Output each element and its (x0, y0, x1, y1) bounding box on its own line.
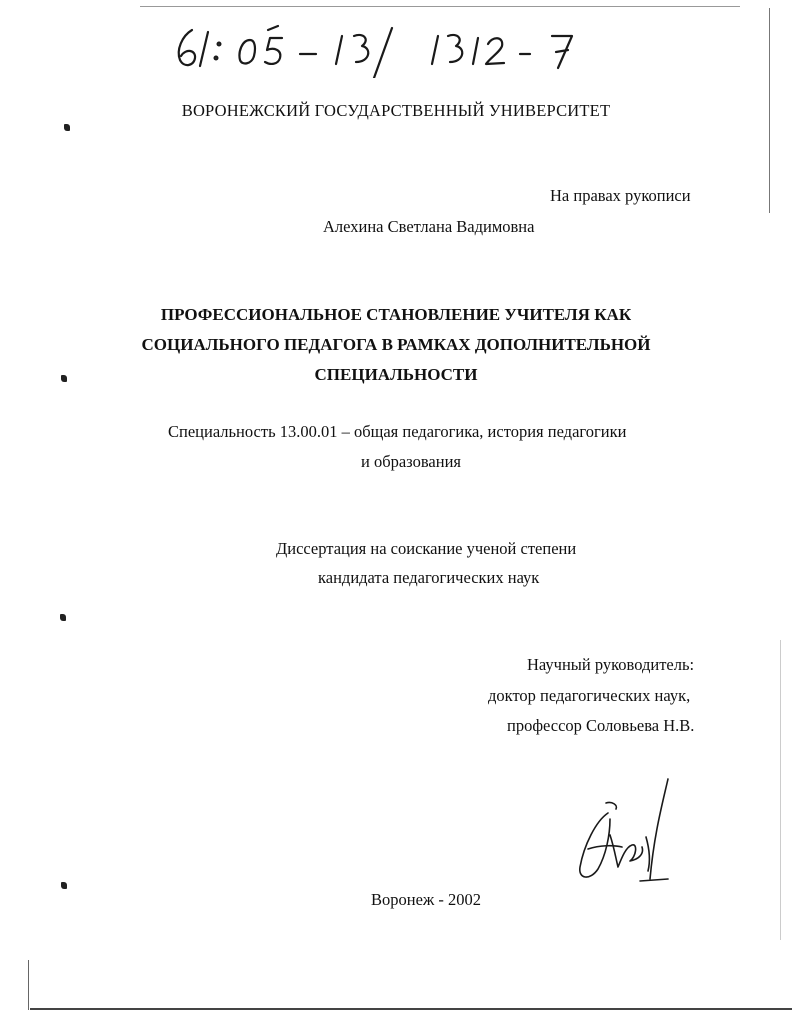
title-line: ПРОФЕССИОНАЛЬНОЕ СТАНОВЛЕНИЕ УЧИТЕЛЯ КАК (160, 305, 632, 324)
supervisor-label: Научный руководитель: (527, 655, 695, 674)
svg-text:61: 05-13/1312-7: 61: 05-13/1312-7 (170, 18, 177, 19)
scan-border-top (140, 6, 740, 7)
supervisor-name: профессор Соловьева Н.В. (507, 716, 695, 735)
title-line: СПЕЦИАЛЬНОСТИ (314, 365, 478, 384)
handwritten-archive-code (170, 18, 600, 78)
scan-border-left (28, 960, 29, 1010)
signature (570, 775, 680, 890)
degree-name: кандидата педагогических наук (318, 568, 540, 587)
scan-border-bottom (30, 1008, 792, 1010)
binding-hole-mark (60, 614, 66, 621)
dissertation-title (0, 300, 792, 390)
binding-hole-mark (64, 124, 70, 131)
university-name: ВОРОНЕЖСКИЙ ГОСУДАРСТВЕННЫЙ УНИВЕРСИТЕТ (181, 101, 611, 120)
specialty-line-continued: и образования (361, 452, 461, 471)
dissertation-purpose: Диссертация на соискание ученой степени (276, 539, 577, 558)
binding-hole-mark (61, 882, 67, 889)
specialty-line: Специальность 13.00.01 – общая педагогика, история педагогики (168, 422, 627, 441)
scan-border-right-lower (780, 640, 781, 940)
title-line: СОЦИАЛЬНОГО ПЕДАГОГА В РАМКАХ ДОПОЛНИТЕЛЬНОЙ (141, 335, 651, 354)
city-and-year: Воронеж - 2002 (371, 890, 482, 909)
author-name: Алехина Светлана Вадимовна (323, 217, 535, 236)
manuscript-rights-note: На правах рукописи (550, 186, 691, 205)
supervisor-degree: доктор педагогических наук, (488, 686, 691, 705)
